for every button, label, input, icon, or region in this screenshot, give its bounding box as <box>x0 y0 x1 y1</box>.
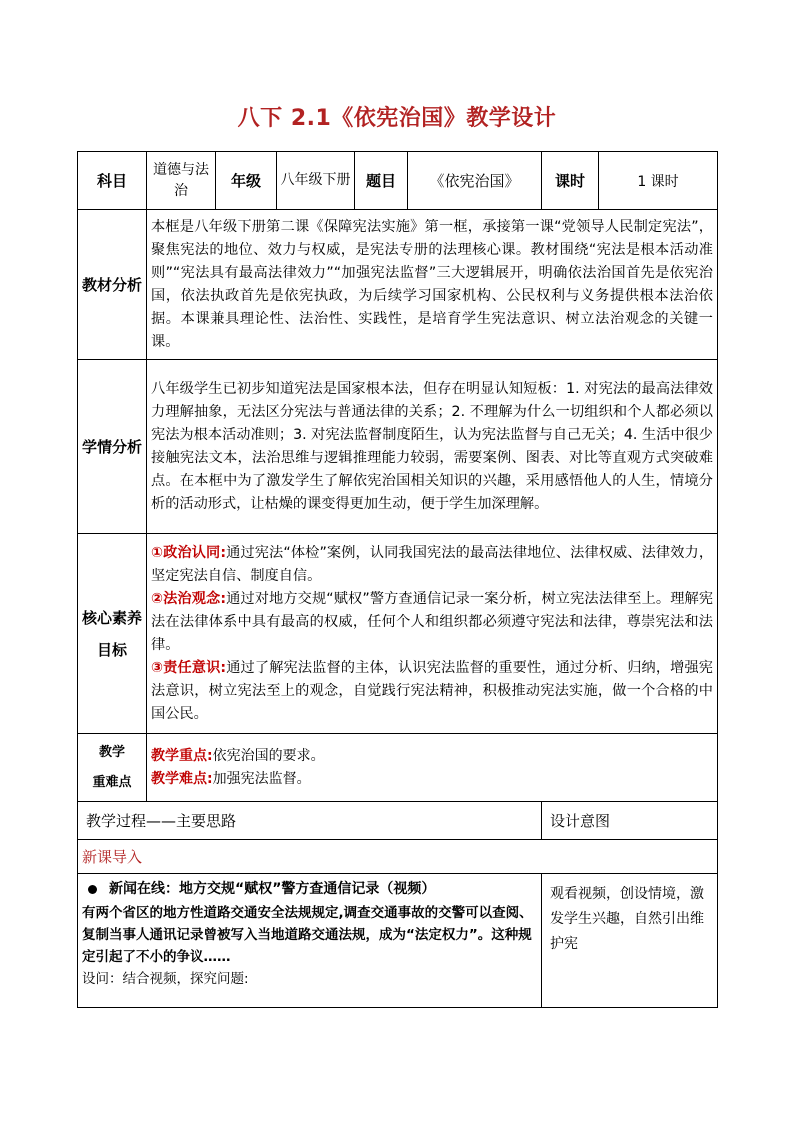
literacy-key: ③责任意识: <box>151 659 227 676</box>
period-label: 课时 <box>542 152 599 210</box>
section-row <box>78 840 718 874</box>
grade-label: 年级 <box>216 152 277 210</box>
topic-label: 题目 <box>355 152 408 210</box>
keypoints-label-line1: 教学 <box>98 744 125 760</box>
textbook-label: 教材分析 <box>78 210 147 360</box>
news-question: 设问：结合视频，探究问题: <box>82 971 249 987</box>
literacy-row <box>78 534 718 734</box>
news-heading <box>82 878 537 900</box>
literacy-goals <box>147 534 718 734</box>
focus-key: 教学重点: <box>151 747 213 764</box>
literacy-item-responsibility <box>151 657 713 726</box>
students-label: 学情分析 <box>78 360 147 534</box>
focus-line <box>151 745 713 768</box>
process-right-header: 设计意图 <box>542 802 718 840</box>
textbook-text: 本框是八年级下册第二课《保障宪法实施》第一框，承接第一课“党领导人民制定宪法”，聚焦宪法的地位、效力与权威，是宪法专册的法理核心课。教材围绕“宪法是根本活动准则”“宪法具有最高法律效力”“加强宪法监督”三大逻辑展开，明确依法治国首先是依宪治国，依法执政首先是依宪执政，为后续学习国家机构、公民权利与义务提供根本法治依据。本课兼具理论性、法治性、实践性，是培育学生宪法意识、树立法治观念的关键一课。 <box>147 210 718 360</box>
textbook-row <box>78 210 718 360</box>
keypoints-content <box>147 734 718 802</box>
period-value: 1 课时 <box>599 152 718 210</box>
page-title: 八下 2.1《依宪治国》教学设计 <box>237 106 557 131</box>
lesson-plan-table <box>77 151 718 1008</box>
process-header-row <box>78 802 718 840</box>
news-title: 新闻在线：地方交规“赋权”警方查通信记录（视频） <box>109 881 436 897</box>
literacy-item-political <box>151 542 713 588</box>
content-row <box>78 874 718 1008</box>
subject-label: 科目 <box>78 152 147 210</box>
literacy-label: 核心素养目标 <box>78 534 147 734</box>
keypoints-label <box>78 734 147 802</box>
bullet-icon <box>88 885 97 894</box>
keypoints-row <box>78 734 718 802</box>
students-row <box>78 360 718 534</box>
literacy-text: 通过宪法“体检”案例，认同我国宪法的最高法律地位、法律权威、法律效力，坚定宪法自信、制度自信。 <box>151 544 714 584</box>
section-title: 新课导入 <box>78 840 718 874</box>
header-row <box>78 152 718 210</box>
literacy-item-law <box>151 588 713 657</box>
literacy-text: 通过对地方交规“赋权”警方查通信记录一案分析，树立宪法法律至上。理解宪法在法律体系中具有最高的权威，任何个人和组织都必须遵守宪法和法律，尊崇宪法和法律。 <box>151 590 714 653</box>
literacy-key: ①政治认同: <box>151 544 227 561</box>
keypoints-label-line2: 重难点 <box>92 774 132 790</box>
difficulty-key: 教学难点: <box>151 770 213 787</box>
difficulty-line <box>151 768 713 791</box>
topic-value: 《依宪治国》 <box>408 152 542 210</box>
process-left-header: 教学过程——主要思路 <box>78 802 542 840</box>
students-text: 八年级学生已初步知道宪法是国家根本法，但存在明显认知短板：1. 对宪法的最高法律效力理解抽象，无法区分宪法与普通法律的关系；2. 不理解为什么一切组织和个人都必须以宪法为根本活动准则；3. 对宪法监督制度陌生，认为宪法监督与自己无关；4. 生活中很少接触宪法文本，法治思维与逻辑推理能力较弱，需要案例、图表、对比等直观方式突破难点。在本框中为了激发学生了解依宪治国相关知识的兴趣，采用感悟他人的人生，情境分析的活动形式，让枯燥的课变得更加生动，便于学生加深理解。 <box>147 360 718 534</box>
design-intent: 观看视频，创设情境，激发学生兴趣，自然引出维护宪 <box>542 874 718 1008</box>
news-text: 有两个省区的地方性道路交通安全法规规定,调查交通事故的交警可以查阅、复制当事人通讯记录曾被写入当地道路交通法规，成为“法定权力”。这种规定引起了不小的争议…… <box>82 905 533 965</box>
grade-value: 八年级下册 <box>277 152 355 210</box>
difficulty-text: 加强宪法监督。 <box>212 770 311 787</box>
literacy-key: ②法治观念: <box>151 590 227 607</box>
news-cell <box>78 874 542 1008</box>
focus-text: 依宪治国的要求。 <box>212 747 325 764</box>
literacy-text: 通过了解宪法监督的主体，认识宪法监督的重要性，通过分析、归纳，增强宪法意识，树立宪法至上的观念，自觉践行宪法精神，积极推动宪法实施，做一个合格的中国公民。 <box>151 659 713 722</box>
subject-value: 道德与法治 <box>147 152 216 210</box>
